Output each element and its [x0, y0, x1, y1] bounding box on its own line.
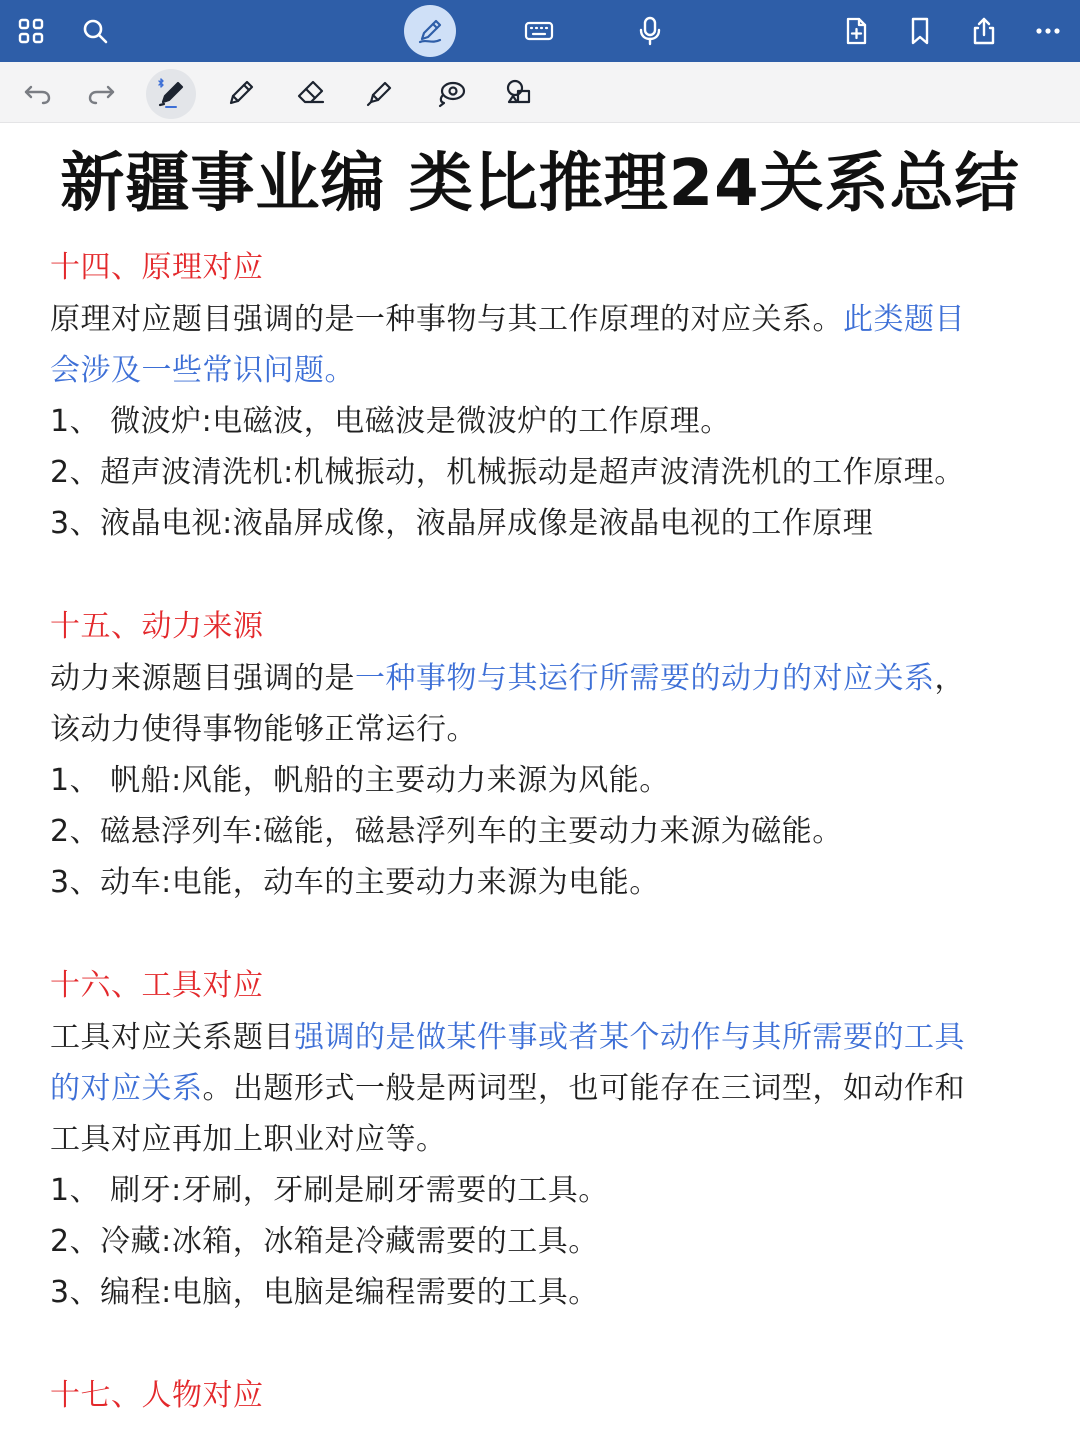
pen-mode-button[interactable]: [404, 5, 456, 57]
grid-icon[interactable]: [8, 8, 54, 54]
page-title: 新疆事业编 类比推理24关系总结: [60, 147, 1020, 221]
list-item: 1、 帆船:风能，帆船的主要动力来源为风能。: [50, 763, 670, 798]
list-item: 2、冷藏:冰箱，冰箱是冷藏需要的工具。: [50, 1224, 599, 1259]
top-app-bar: [0, 0, 1080, 62]
section-heading: 十五、动力来源: [50, 609, 264, 644]
bookmark-icon[interactable]: [897, 8, 943, 54]
more-icon[interactable]: [1025, 8, 1071, 54]
intro-text: 。出题形式一般是两词型，也可能存在三词型，如动作和: [202, 1071, 965, 1106]
section-heading: 十四、原理对应: [50, 250, 264, 285]
search-icon[interactable]: [72, 8, 118, 54]
section-intro: [50, 1018, 965, 1058]
list-item: 2、超声波清洗机:机械振动，机械振动是超声波清洗机的工作原理。: [50, 455, 965, 490]
intro-text: 工具对应关系题目: [50, 1020, 294, 1055]
microphone-icon[interactable]: [627, 8, 673, 54]
section-heading: 十六、工具对应: [50, 968, 264, 1003]
highlighter-icon[interactable]: [357, 70, 403, 116]
add-page-icon[interactable]: [833, 8, 879, 54]
shapes-icon[interactable]: [497, 70, 543, 116]
pen-icon: [414, 15, 446, 47]
intro-text: 工具对应再加上职业对应等。: [50, 1122, 447, 1157]
list-item: 2、磁悬浮列车:磁能，磁悬浮列车的主要动力来源为磁能。: [50, 814, 843, 849]
intro-text: 该动力使得事物能够正常运行。: [50, 712, 477, 747]
intro-text: 原理对应题目强调的是一种事物与其工作原理的对应关系。: [50, 302, 843, 337]
section-intro: [50, 659, 965, 699]
intro-text: ，: [934, 661, 965, 696]
lasso-icon[interactable]: [428, 70, 474, 116]
section-heading: 十七、人物对应: [50, 1378, 264, 1413]
list-item: 3、动车:电能，动车的主要动力来源为电能。: [50, 865, 660, 900]
list-item: 3、液晶电视:液晶屏成像，液晶屏成像是液晶电视的工作原理: [50, 506, 874, 541]
intro-highlight: 强调的是做某件事或者某个动作与其所需要的工具: [294, 1020, 965, 1055]
list-item: 1、 刷牙:牙刷，牙刷是刷牙需要的工具。: [50, 1173, 609, 1208]
share-icon[interactable]: [961, 8, 1007, 54]
section-intro: [50, 300, 965, 340]
intro-highlight: 的对应关系: [50, 1071, 203, 1106]
list-item: 3、编程:电脑，电脑是编程需要的工具。: [50, 1275, 599, 1310]
eraser-icon[interactable]: [288, 70, 334, 116]
keyboard-icon[interactable]: [516, 8, 562, 54]
redo-icon[interactable]: [78, 70, 124, 116]
bluetooth-pen-icon[interactable]: [148, 70, 194, 116]
section-intro: [50, 1069, 965, 1109]
list-item: 1、 微波炉:电磁波，电磁波是微波炉的工作原理。: [50, 404, 731, 439]
intro-highlight: 一种事物与其运行所需要的动力的对应关系: [355, 661, 935, 696]
intro-text: 动力来源题目强调的是: [50, 661, 355, 696]
pencil-icon[interactable]: [218, 70, 264, 116]
undo-icon[interactable]: [15, 70, 61, 116]
intro-highlight: 会涉及一些常识问题。: [50, 353, 355, 388]
intro-highlight: 此类题目: [843, 302, 965, 337]
